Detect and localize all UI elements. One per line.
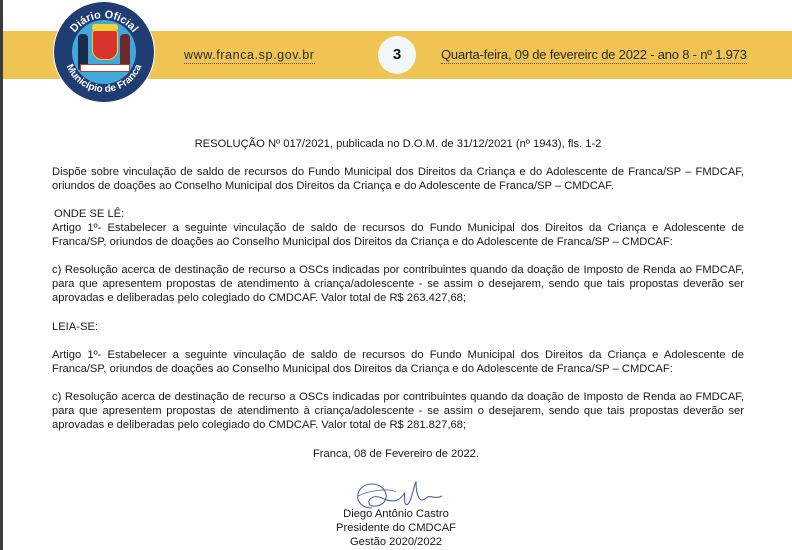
- read-as-article: Artigo 1º- Estabelecer a seguinte vinculação de saldo de recursos do Fundo Municipal dos Direitos da Criança e Adolescente de Franca/SP, oriundos de doações ao Conselho Municipal dos Direitos da Criança e do Adolescente de Franca/SP – CMDCAF:: [52, 349, 744, 375]
- where-reads-article: Artigo 1º- Estabelecer a seguinte vinculação de saldo de recursos do Fundo Municipal dos Direitos da Criança e Adolescente de Franca/SP, oriundos de doações ao Conselho Municipal dos Direitos da Criança e do Adolescente de Franca/SP – CMDCAF:: [52, 222, 744, 248]
- where-reads-label: ONDE SE LÊ:: [54, 208, 125, 220]
- resolution-title: RESOLUÇÃO Nº 017/2021, publicada no D.O.M. de 31/12/2021 (nº 1943), fls. 1-2: [194, 138, 602, 150]
- diario-oficial-logo: [54, 2, 154, 102]
- where-reads-item-c: c) Resolução acerca de destinação de recurso a OSCs indicadas por contribuintes quando da doação de Imposto de Renda ao FMDCAF, para que apresentem propostas de atendimento à criança/adolescente - se assim o desejarem, sendo que tais propostas deverão ser aprovadas e deliberadas pelo colegiado do CMDCAF. Valor total de R$ 263.427,68;: [52, 264, 744, 304]
- page-number-badge: 3: [378, 36, 416, 74]
- read-as-item-c: c) Resolução acerca de destinação de recurso a OSCs indicadas por contribuintes quando da doação de Imposto de Renda ao FMDCAF, para que apresentem propostas de atendimento à criança/adolescente - se assim o desejarem, sendo que tais propostas deverão ser aprovadas e deliberadas pelo colegiado do CMDCAF. Valor total de R$ 281.827,68;: [52, 391, 744, 431]
- logo-ring-text: [54, 2, 154, 102]
- site-url-link[interactable]: www.franca.sp.gov.br: [184, 48, 315, 62]
- signatory-name: Diego Antônio Castro: [343, 508, 449, 520]
- logo-top-text: Diário Oficial: [67, 8, 141, 35]
- place-and-date: Franca, 08 de Fevereiro de 2022.: [312, 448, 480, 460]
- signatory-role: Presidente do CMDCAF: [336, 522, 456, 534]
- signature-block: [0, 507, 792, 549]
- read-as-label: LEIA-SE:: [52, 321, 99, 333]
- logo-bottom-text: Município de Franca: [63, 62, 145, 96]
- resolution-summary: Dispõe sobre vinculação de saldo de recursos do Fundo Municipal dos Direitos da Criança e do Adolescente de Franca/SP – FMDCAF, oriundos de doações ao Conselho Municipal dos Direitos da Criança e do Adolescente de Franca/SP – CMDCAF.: [52, 166, 744, 192]
- page-left-edge: [0, 0, 3, 550]
- signatory-term: Gestão 2020/2022: [349, 536, 443, 548]
- edition-date-line: Quarta-feira, 09 de fevereirc de 2022 - ano 8 - nº 1.973: [441, 47, 747, 62]
